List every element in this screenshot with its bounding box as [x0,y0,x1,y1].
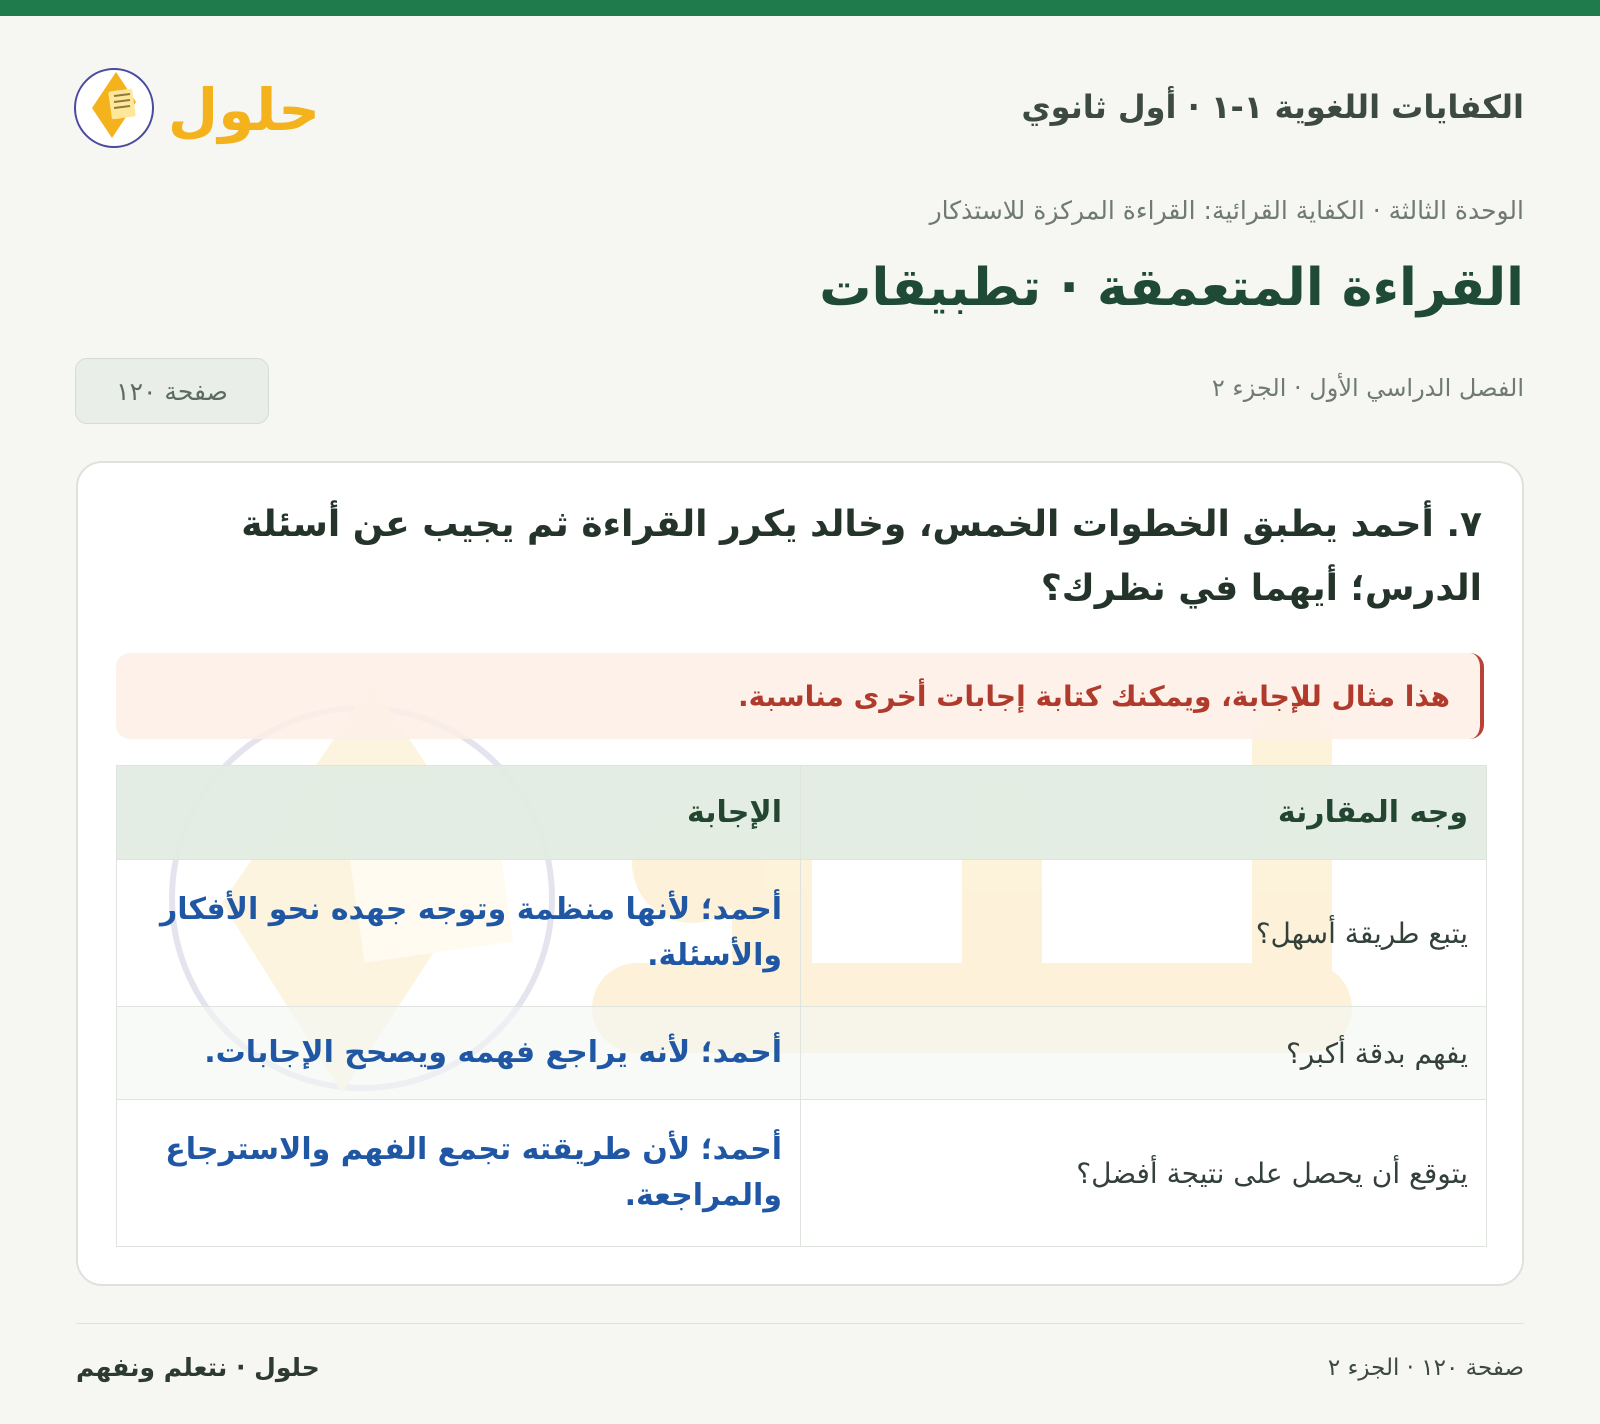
aspect-cell: يتوقع أن يحصل على نتيجة أفضل؟ [801,1100,1487,1247]
page-badge: صفحة ١٢٠ [75,358,269,424]
answer-cell: أحمد؛ لأنها منظمة وتوجه جهده نحو الأفكار والأسئلة. [117,860,801,1007]
book-title: الكفايات اللغوية ١-١ · أول ثانوي [1021,88,1524,126]
table-row [117,1007,1487,1100]
page-title: القراءة المتعمقة · تطبيقات [819,258,1524,318]
table-row [117,860,1487,1007]
logo-text: حلول [167,76,321,144]
breadcrumb: الوحدة الثالثة · الكفاية القرائية: القراءة المركزة للاستذكار [929,196,1524,225]
table-header-row [117,766,1487,860]
table-row [117,1100,1487,1247]
aspect-cell: يتبع طريقة أسهل؟ [801,860,1487,1007]
footer-divider [76,1323,1524,1324]
question-text: ٧. أحمد يطبق الخطوات الخمس، وخالد يكرر القراءة ثم يجيب عن أسئلة الدرس؛ أيهما في نظرك؟ [241,504,1482,609]
semester-label: الفصل الدراسي الأول · الجزء ٢ [1211,374,1524,402]
header-aspect: وجه المقارنة [801,766,1487,860]
top-accent-bar [0,0,1600,16]
sample-answer-note: هذا مثال للإجابة، ويمكنك كتابة إجابات أخرى مناسبة. [116,653,1484,739]
footer-page-info: صفحة ١٢٠ · الجزء ٢ [1327,1355,1524,1381]
comparison-table [116,765,1487,1247]
answer-cell: أحمد؛ لأنه يراجع فهمه ويصحح الإجابات. [117,1007,801,1100]
footer-brand: حلول · نتعلم ونفهم [76,1353,320,1382]
aspect-cell: يفهم بدقة أكبر؟ [801,1007,1487,1100]
header-answer: الإجابة [117,766,801,860]
hulool-logo [74,50,334,160]
answer-cell: أحمد؛ لأن طريقته تجمع الفهم والاسترجاع والمراجعة. [117,1100,801,1247]
question-card [76,461,1524,1286]
